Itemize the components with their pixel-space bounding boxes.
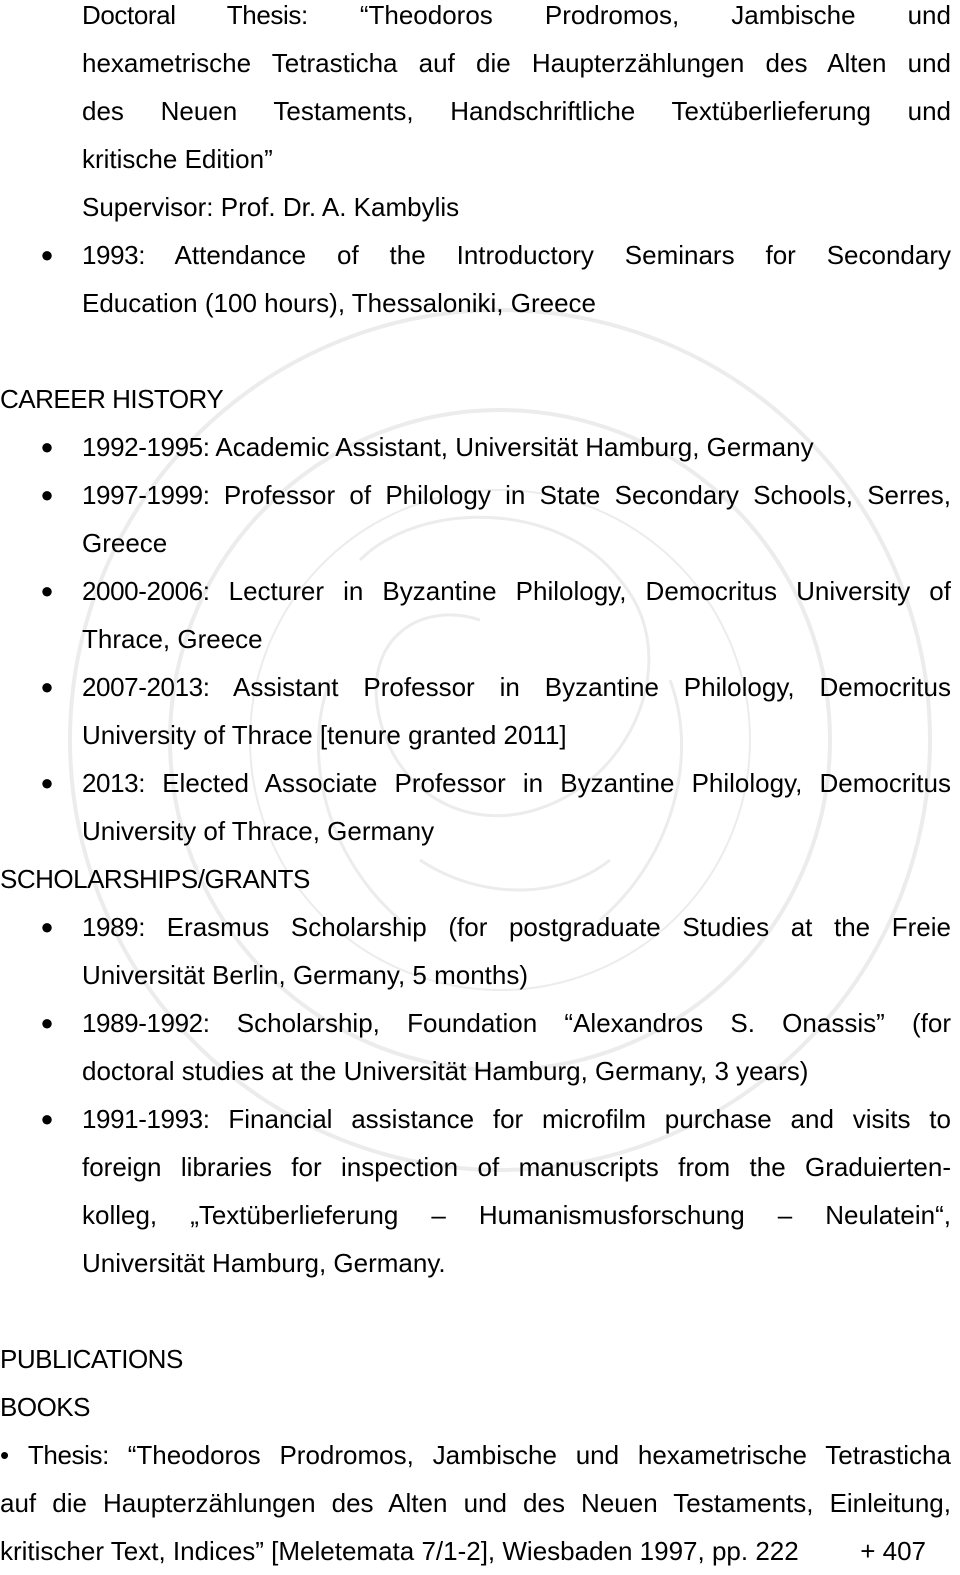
bullet-icon: ● [40, 914, 54, 939]
doctoral-thesis-text: “Theodoros Prodromos, Jambische und [359, 0, 951, 30]
scholarship-item-3-cont-3: Universität Hamburg, Germany. [82, 1248, 446, 1278]
bullet-icon: ● [40, 1106, 54, 1131]
scholarship-item-3: 1991-1993: Financial assistance for microfilm purchase and visits to [82, 1104, 951, 1134]
scholarship-item-1: 1989: Erasmus Scholarship (for postgraduate Studies at the Freie [82, 912, 951, 942]
publications-heading: PUBLICATIONS [0, 1344, 183, 1374]
doctoral-thesis-label: Doctoral Thesis: [82, 0, 308, 30]
career-item-2: 1997-1999: Professor of Philology in State Secondary Schools, Serres, [82, 480, 951, 510]
career-history-heading: CAREER HISTORY [0, 384, 224, 414]
bullet-icon: ● [40, 674, 54, 699]
book-thesis-line-1: • Thesis: “Theodoros Prodromos, Jambische und hexametrische Tetrasticha [0, 1440, 951, 1470]
career-item-3-cont: Thrace, Greece [82, 624, 263, 654]
career-item-4: 2007-2013: Assistant Professor in Byzantine Philology, Democritus [82, 672, 951, 702]
thesis-supervisor: Supervisor: Prof. Dr. A. Kambylis [82, 192, 460, 222]
scholarship-item-3-cont-1: foreign libraries for inspection of manuscripts from the Graduierten- [82, 1152, 951, 1182]
career-year: 2000-2006: [82, 576, 210, 606]
book-thesis-pages-tail: + 407 [860, 1536, 926, 1566]
scholarship-item-1-cont: Universität Berlin, Germany, 5 months) [82, 960, 528, 990]
bullet-icon: ● [40, 434, 54, 459]
career-year: 1992-1995: [82, 432, 210, 462]
career-item-2-cont: Greece [82, 528, 168, 558]
career-item-5-cont: University of Thrace, Germany [82, 816, 435, 846]
thesis-line-3: des Neuen Testaments, Handschriftliche Textüberlieferung und [82, 96, 951, 126]
education-line-2: Education (100 hours), Thessaloniki, Greece [82, 288, 597, 318]
career-item-3: 2000-2006: Lecturer in Byzantine Philology, Democritus University of [82, 576, 951, 606]
career-year: 2013: [82, 768, 146, 798]
book-thesis-line-2: auf die Haupterzählungen des Alten und des Neuen Testaments, Einleitung, [0, 1488, 951, 1518]
scholarship-year: 1991-1993: [82, 1104, 210, 1134]
career-item-4-cont: University of Thrace [tenure granted 2011] [82, 720, 567, 750]
bullet-icon: ● [40, 770, 54, 795]
bullet-icon: ● [40, 482, 54, 507]
scholarship-item-2-cont: doctoral studies at the Universität Hamburg, Germany, 3 years) [82, 1056, 809, 1086]
career-year: 1997-1999: [82, 480, 210, 510]
bullet-icon: ● [40, 578, 54, 603]
thesis-line-2: hexametrische Tetrasticha auf die Haupterzählungen des Alten und [82, 48, 951, 78]
books-subheading: BOOKS [0, 1392, 90, 1422]
thesis-line-4: kritische Edition” [82, 144, 273, 174]
book-thesis-line-3: kritischer Text, Indices” [Meletemata 7/1-2], Wiesbaden 1997, pp. 222 + 407 [0, 1527, 960, 1575]
scholarships-heading: SCHOLARSHIPS/GRANTS [0, 864, 310, 894]
scholarship-year: 1989-1992: [82, 1008, 210, 1038]
career-item-1: 1992-1995: Academic Assistant, Universität Hamburg, Germany [82, 432, 814, 462]
scholarship-item-3-cont-2: kolleg, „Textüberlieferung – Humanismusforschung – Neulatein“, [82, 1200, 951, 1230]
career-item-5: 2013: Elected Associate Professor in Byzantine Philology, Democritus [82, 768, 951, 798]
scholarship-year: 1989: [82, 912, 146, 942]
bullet-icon: • [0, 1440, 10, 1470]
bullet-icon: ● [40, 1010, 54, 1035]
scholarship-item-2: 1989-1992: Scholarship, Foundation “Alexandros S. Onassis” (for [82, 1008, 951, 1038]
book-thesis-label: Thesis: [27, 1440, 109, 1470]
education-year: 1993: [82, 240, 146, 270]
thesis-line-1 [82, 0, 951, 39]
education-line-1: 1993: Attendance of the Introductory Seminars for Secondary [82, 240, 951, 270]
career-year: 2007-2013: [82, 672, 210, 702]
bullet-icon: ● [40, 242, 54, 267]
